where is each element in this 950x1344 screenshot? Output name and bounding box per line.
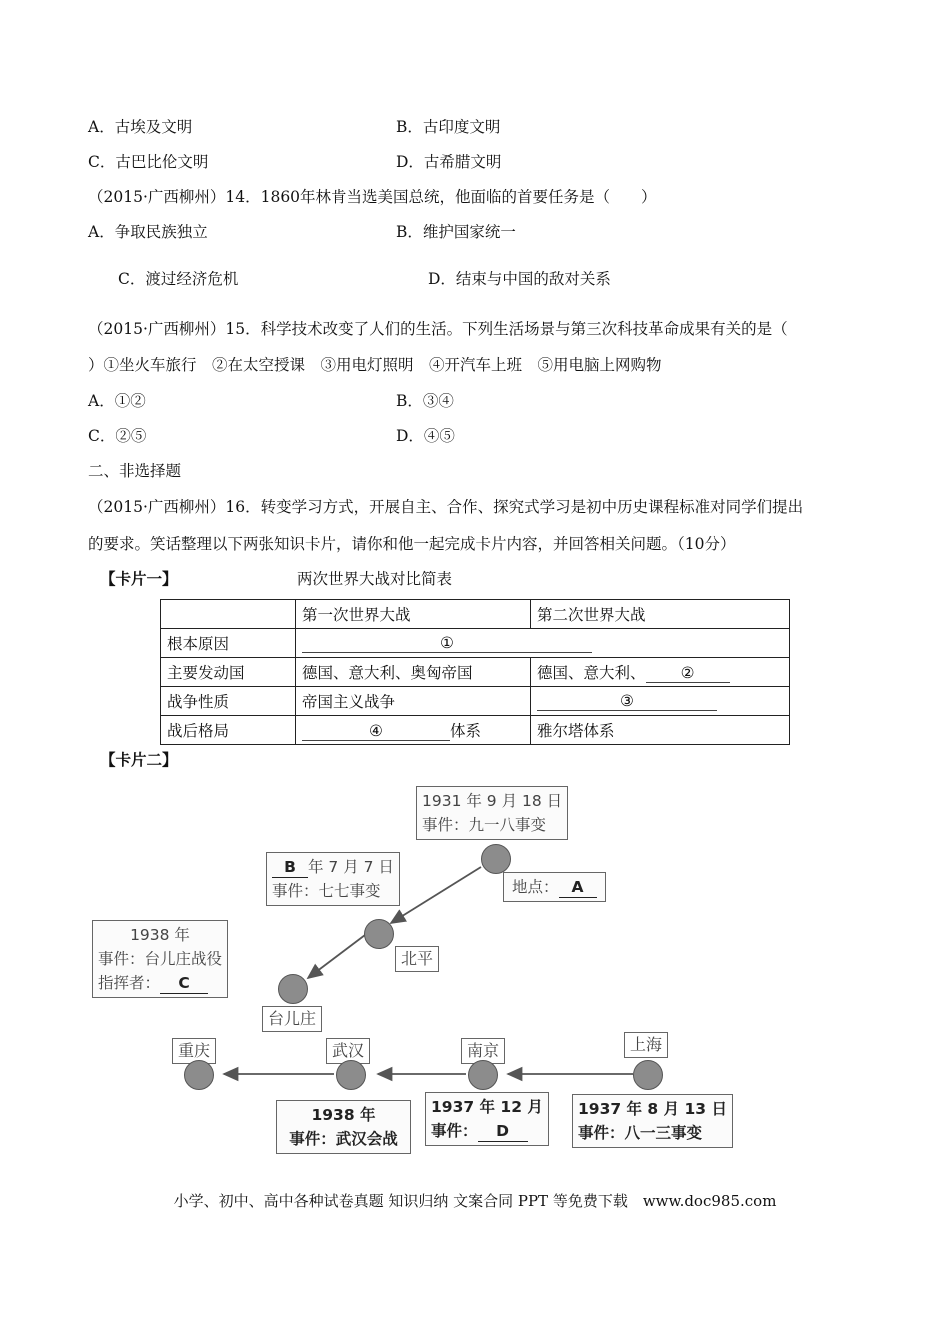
war-timeline-diagram <box>86 778 742 1162</box>
commander-label: 指挥者： <box>98 974 161 992</box>
city-wuhan: 武汉 <box>326 1038 370 1064</box>
node-wuhan <box>336 1060 366 1090</box>
q16-stem: （2015·广西柳州）16．转变学习方式，开展自主、合作、探究式学习是初中历史课程标准对同学们提出 <box>88 498 804 516</box>
table-row <box>161 658 790 687</box>
event-wuhan-year: 1938 年 <box>311 1106 376 1124</box>
blank-4[interactable]: ④ <box>302 722 450 741</box>
table-header-ww1: 第一次世界大战 <box>296 600 531 629</box>
q14-option-d: D．结束与中国的敌对关系 <box>428 270 611 288</box>
q15-option-a: A．①② <box>88 392 146 410</box>
q14-stem: （2015·广西柳州）14．1860年林肯当选美国总统，他面临的首要任务是（ ） <box>88 188 657 206</box>
ww1-instigators: 德国、意大利、奥匈帝国 <box>296 658 531 687</box>
table-header-row <box>161 600 790 629</box>
ww2-instigators-cell <box>531 658 790 687</box>
event-1931-date: 1931 年 9 月 18 日 <box>422 792 563 810</box>
node-shenyang <box>481 844 511 874</box>
page-footer: 小学、初中、高中各种试卷真题 知识归纳 文案合同 PPT 等免费下载 www.doc985.com <box>173 1192 777 1210</box>
city-shanghai: 上海 <box>624 1032 668 1058</box>
node-beiping <box>364 919 394 949</box>
world-wars-comparison-table <box>160 599 790 745</box>
event-wuhan-name: 事件：武汉会战 <box>289 1130 398 1148</box>
ww1-postwar-cell <box>296 716 531 745</box>
ww2-instigators: 德国、意大利、 <box>537 664 646 682</box>
event-1937-july-date: 年 7 月 7 日 <box>308 858 394 876</box>
event-1931-name: 事件：九一八事变 <box>422 816 547 834</box>
place-label: 地点： <box>512 878 559 896</box>
blank-a[interactable]: A <box>559 877 597 898</box>
event-shanghai-box <box>572 1094 733 1148</box>
q13-option-d: D．古希腊文明 <box>396 153 502 171</box>
card1-label: 【卡片一】 <box>100 569 178 588</box>
table-corner-cell <box>161 600 296 629</box>
blank-c[interactable]: C <box>160 973 208 994</box>
node-chongqing <box>184 1060 214 1090</box>
table-header-ww2: 第二次世界大战 <box>531 600 790 629</box>
blank-2[interactable]: ② <box>646 664 730 683</box>
event-1937-july-box <box>266 852 400 906</box>
row-head-instigators: 主要发动国 <box>161 658 296 687</box>
q15-option-b: B．③④ <box>396 392 454 410</box>
event-1938-taierzhuang-box <box>92 920 228 998</box>
q16-stem-continued: 的要求。笑话整理以下两张知识卡片，请你和他一起完成卡片内容，并回答相关问题。（10分） <box>88 535 736 553</box>
blank-3[interactable]: ③ <box>537 692 717 711</box>
event-nanjing-date: 1937 年 12 月 <box>431 1098 543 1116</box>
ww1-nature: 帝国主义战争 <box>296 687 531 716</box>
blank-1[interactable]: ① <box>302 634 592 653</box>
section-heading: 二、非选择题 <box>88 462 182 480</box>
ww2-postwar: 雅尔塔体系 <box>531 716 790 745</box>
table-row <box>161 629 790 658</box>
ww2-nature-cell <box>531 687 790 716</box>
event-shanghai-date: 1937 年 8 月 13 日 <box>578 1100 727 1118</box>
q15-option-c: C．②⑤ <box>88 427 147 445</box>
event-1937-july-name: 事件：七七事变 <box>272 882 381 900</box>
card1-title: 两次世界大战对比简表 <box>297 570 453 588</box>
event-1938-name: 事件：台儿庄战役 <box>98 950 223 968</box>
card2-label: 【卡片二】 <box>100 750 178 769</box>
q14-option-b: B．维护国家统一 <box>396 223 516 241</box>
event-nanjing-box <box>425 1092 549 1146</box>
city-beiping: 北平 <box>395 946 439 972</box>
event-1938-year: 1938 年 <box>130 926 190 944</box>
q14-option-c: C．渡过经济危机 <box>118 270 239 288</box>
city-nanjing: 南京 <box>461 1038 505 1064</box>
root-cause-cell <box>296 629 790 658</box>
event-shanghai-name: 事件：八一三事变 <box>578 1124 703 1142</box>
q13-option-c: C．古巴比伦文明 <box>88 153 209 171</box>
event-wuhan-box <box>276 1100 411 1154</box>
q13-option-a: A．古埃及文明 <box>88 118 193 136</box>
q15-stem: （2015·广西柳州）15．科学技术改变了人们的生活。下列生活场景与第三次科技革命成果有关的是（ <box>88 320 788 338</box>
event-1931-box <box>416 786 568 840</box>
node-nanjing <box>468 1060 498 1090</box>
blank-d[interactable]: D <box>478 1121 528 1142</box>
q15-stem-continued: ）①坐火车旅行 ②在太空授课 ③用电灯照明 ④开汽车上班 ⑤用电脑上网购物 <box>88 356 662 374</box>
place-box <box>503 872 606 902</box>
ww1-postwar-suffix: 体系 <box>450 722 482 740</box>
row-head-root-cause: 根本原因 <box>161 629 296 658</box>
node-shanghai <box>633 1060 663 1090</box>
q14-option-a: A．争取民族独立 <box>88 223 208 241</box>
q15-option-d: D．④⑤ <box>396 427 455 445</box>
event-nanjing-label: 事件： <box>431 1122 478 1140</box>
node-taierzhuang <box>278 974 308 1004</box>
row-head-postwar: 战后格局 <box>161 716 296 745</box>
city-taierzhuang: 台儿庄 <box>262 1006 322 1032</box>
blank-b[interactable]: B <box>272 857 308 878</box>
q13-option-b: B．古印度文明 <box>396 118 501 136</box>
city-chongqing: 重庆 <box>172 1038 216 1064</box>
table-row <box>161 716 790 745</box>
row-head-nature: 战争性质 <box>161 687 296 716</box>
table-row <box>161 687 790 716</box>
